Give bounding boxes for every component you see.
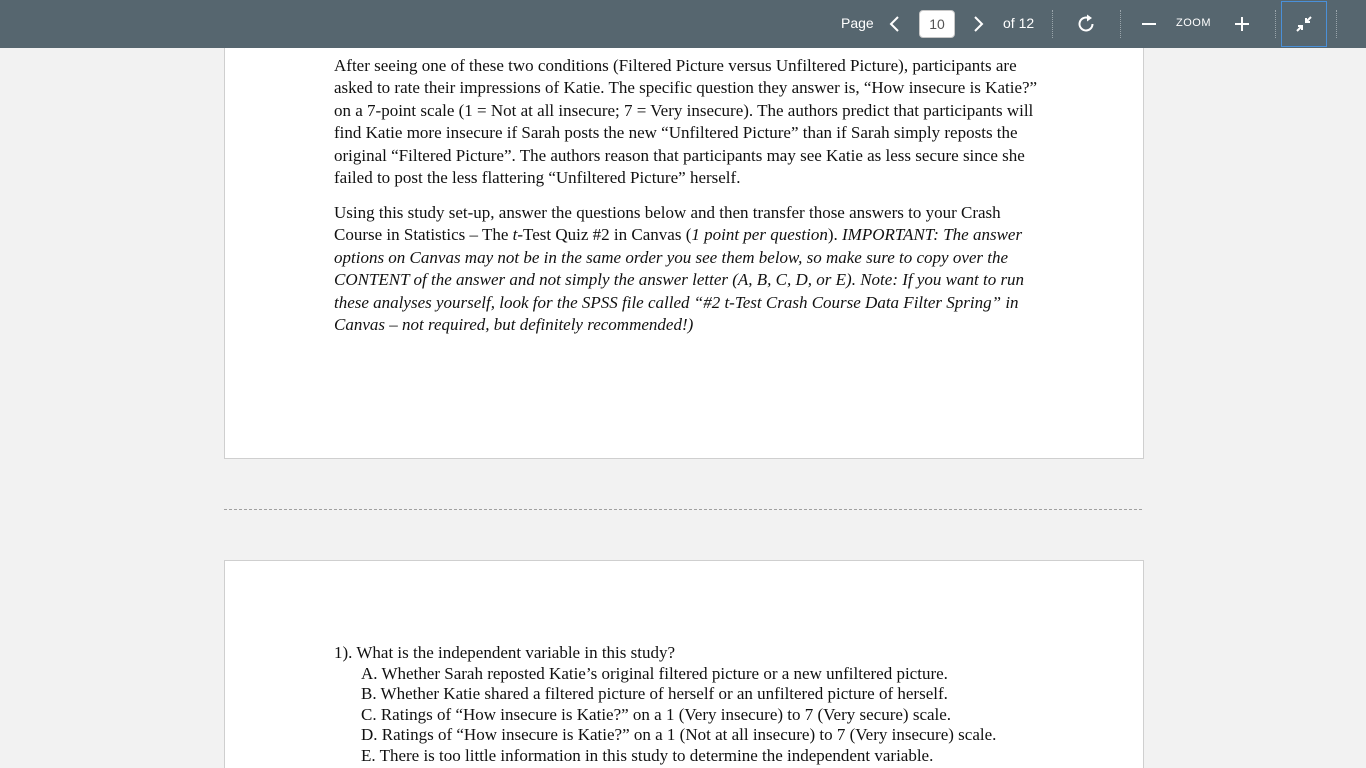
collapse-icon (1294, 14, 1314, 34)
question-prompt: 1). What is the independent variable in this study? (334, 643, 676, 662)
toolbar-separator (1052, 10, 1053, 38)
paragraph-conditions: After seeing one of these two conditions (Filtered Picture versus Unfiltered Picture), participants are asked to rate their impressions of Katie. The specific question they answer is, “How insecure is Katie?” on a 7-point scale (1 = Not at all insecure; 7 = Very insecure). The authors predict that participants will find Katie more insecure if Sarah posts the new “Unfiltered Picture” than if Sarah simply reposts the original “Filtered Picture”. The authors reason that participants may see Katie as less secure since she failed to post the less flattering “Unfiltered Picture” herself. (334, 56, 1038, 188)
zoom-out-button[interactable] (1134, 9, 1164, 39)
page-number-input[interactable] (919, 10, 955, 38)
answer-option-d: D. Ratings of “How insecure is Katie?” on a 1 (Not at all insecure) to 7 (Very insecure) scale. (361, 725, 997, 745)
zoom-in-button[interactable] (1227, 9, 1257, 39)
answer-option-c: C. Ratings of “How insecure is Katie?” on a 1 (Very insecure) to 7 (Very secure) scale. (361, 704, 952, 724)
toolbar-separator (1336, 10, 1337, 38)
answer-option-e: E. There is too little information in this study to determine the independent variable. (361, 745, 934, 765)
zoom-label: ZOOM (1176, 17, 1211, 29)
pdf-page (224, 560, 1144, 768)
pdf-page (224, 48, 1144, 459)
minus-icon (1141, 16, 1157, 32)
plus-icon (1234, 16, 1250, 32)
toolbar-separator (1275, 10, 1276, 38)
paragraph-instructions: Using this study set-up, answer the questions below and then transfer those answers to your Crash Course in Statistics – The t-Test Quiz #2 in Canvas (1 point per question). IMPORTANT: The answer options on Canvas may not be in the same order you see them below, so make sure to copy over the CONTENT of the answer and not simply the answer letter (A, B, C, D, or E). Note: If you want to run these analyses yourself, look for the SPSS file called “#2 t-Test Crash Course Data Filter Spring” in Canvas – not required, but definitely recommended!) (334, 203, 1025, 335)
answer-option-b: B. Whether Katie shared a filtered picture of herself or an unfiltered picture of herself. (361, 684, 948, 704)
exit-fullscreen-button[interactable] (1281, 1, 1327, 47)
chevron-left-icon (888, 15, 902, 33)
answer-option-a: A. Whether Sarah reposted Katie’s original filtered picture or a new unfiltered picture. (361, 663, 948, 683)
previous-page-button[interactable] (880, 9, 910, 39)
question-1 (334, 643, 1054, 767)
toolbar-separator (1120, 10, 1121, 38)
next-page-button[interactable] (963, 9, 993, 39)
page-count-label: of 12 (1003, 15, 1035, 31)
chevron-right-icon (971, 15, 985, 33)
rotate-button[interactable] (1071, 9, 1101, 39)
page-label: Page (841, 15, 874, 31)
pdf-toolbar (0, 0, 1366, 48)
page-divider (224, 509, 1142, 510)
rotate-icon (1075, 13, 1097, 35)
